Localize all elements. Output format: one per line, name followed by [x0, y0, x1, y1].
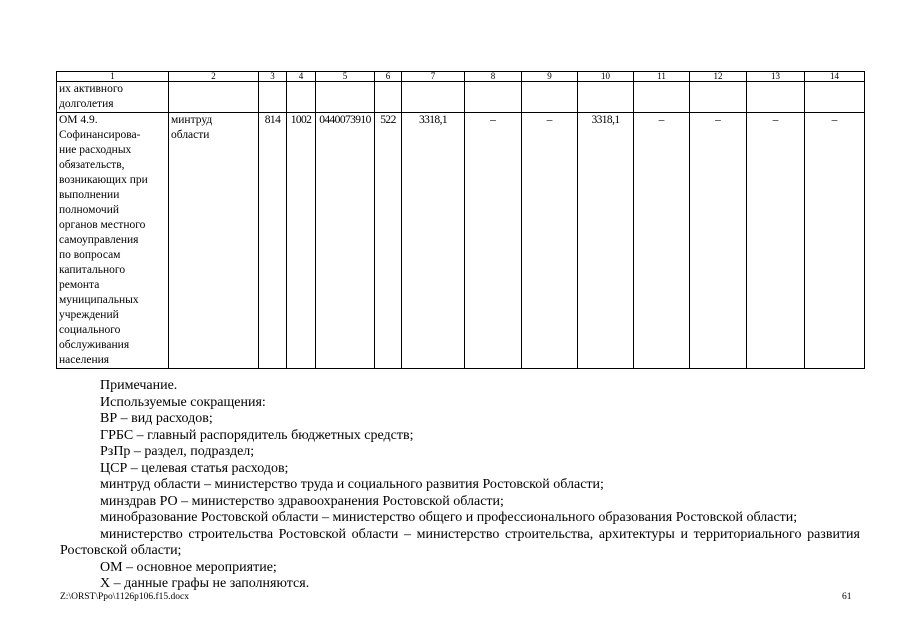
- footer-file-path: Z:\ORST\Ppo\1126p106.f15.docx: [60, 592, 189, 602]
- abbreviation-item: минобразование Ростовской области – министерство общего и профессионального образования Ростовской области;: [100, 510, 798, 525]
- table-cell: [287, 82, 316, 113]
- table-cell: –: [634, 113, 690, 369]
- table-cell: [578, 82, 634, 113]
- notes-title: Примечание.: [100, 378, 178, 393]
- grbs-code: 814: [259, 113, 287, 369]
- page-number: 61: [842, 592, 852, 602]
- table-cell: [169, 82, 259, 113]
- table-cell: [805, 82, 865, 113]
- column-number: 6: [375, 72, 402, 82]
- column-number-row: [57, 72, 865, 82]
- table-cell: [522, 82, 578, 113]
- column-number: 12: [690, 72, 747, 82]
- notes-intro: Используемые сокращения:: [100, 394, 266, 410]
- column-number: 10: [578, 72, 634, 82]
- abbreviation-item: ОМ – основное мероприятие;: [100, 559, 277, 575]
- abbreviation-item: минздрав РО – министерство здравоохранения Ростовской области;: [100, 493, 504, 509]
- column-number: 8: [465, 72, 522, 82]
- notes-section: [60, 378, 860, 593]
- column-number: 3: [259, 72, 287, 82]
- column-number: 1: [57, 72, 169, 82]
- table-cell: [259, 82, 287, 113]
- row-description: их активного долголетия: [57, 82, 169, 113]
- table-cell: –: [522, 113, 578, 369]
- total-amount: 3318,1: [402, 113, 465, 369]
- column-number: 13: [747, 72, 805, 82]
- expenditure-table: [56, 71, 865, 369]
- row-description: ОМ 4.9. Софинансирова- ние расходных обязательств, возникающих при выполнении полномочий органов местного самоуправления по вопросам капитального ремонта муниципальных учреждений социального обслуживания населения: [57, 113, 169, 369]
- rzpr-code: 1002: [287, 113, 316, 369]
- table-row: [57, 113, 865, 369]
- vr-code: 522: [375, 113, 402, 369]
- table-row: [57, 82, 865, 113]
- abbreviation-item: РзПр – раздел, подраздел;: [100, 444, 255, 459]
- table-cell: –: [805, 113, 865, 369]
- abbreviation-item: ВР – вид расходов;: [100, 411, 213, 426]
- abbreviation-item: Х – данные графы не заполняются.: [100, 576, 310, 591]
- abbreviation-item: ЦСР – целевая статья расходов;: [100, 460, 289, 476]
- column-number: 5: [316, 72, 375, 82]
- table-cell: [402, 82, 465, 113]
- table-cell: [316, 82, 375, 113]
- csr-code: 0440073910: [316, 113, 375, 369]
- table-cell: [690, 82, 747, 113]
- table-cell: –: [747, 113, 805, 369]
- abbreviation-item: министерство строительства Ростовской области – министерство строительства, архитектуры и территориального развития Ростовской области;: [60, 526, 860, 558]
- year-amount: 3318,1: [578, 113, 634, 369]
- table-cell: –: [465, 113, 522, 369]
- abbreviation-item: ГРБС – главный распорядитель бюджетных средств;: [100, 427, 414, 443]
- table-cell: [747, 82, 805, 113]
- abbreviation-item: минтруд области – министерство труда и социального развития Ростовской области;: [100, 477, 604, 492]
- table-cell: [375, 82, 402, 113]
- table-cell: [634, 82, 690, 113]
- column-number: 9: [522, 72, 578, 82]
- column-number: 11: [634, 72, 690, 82]
- table-cell: [465, 82, 522, 113]
- column-number: 7: [402, 72, 465, 82]
- responsible-executor: минтруд области: [169, 113, 259, 369]
- table-cell: –: [690, 113, 747, 369]
- column-number: 14: [805, 72, 865, 82]
- column-number: 4: [287, 72, 316, 82]
- column-number: 2: [169, 72, 259, 82]
